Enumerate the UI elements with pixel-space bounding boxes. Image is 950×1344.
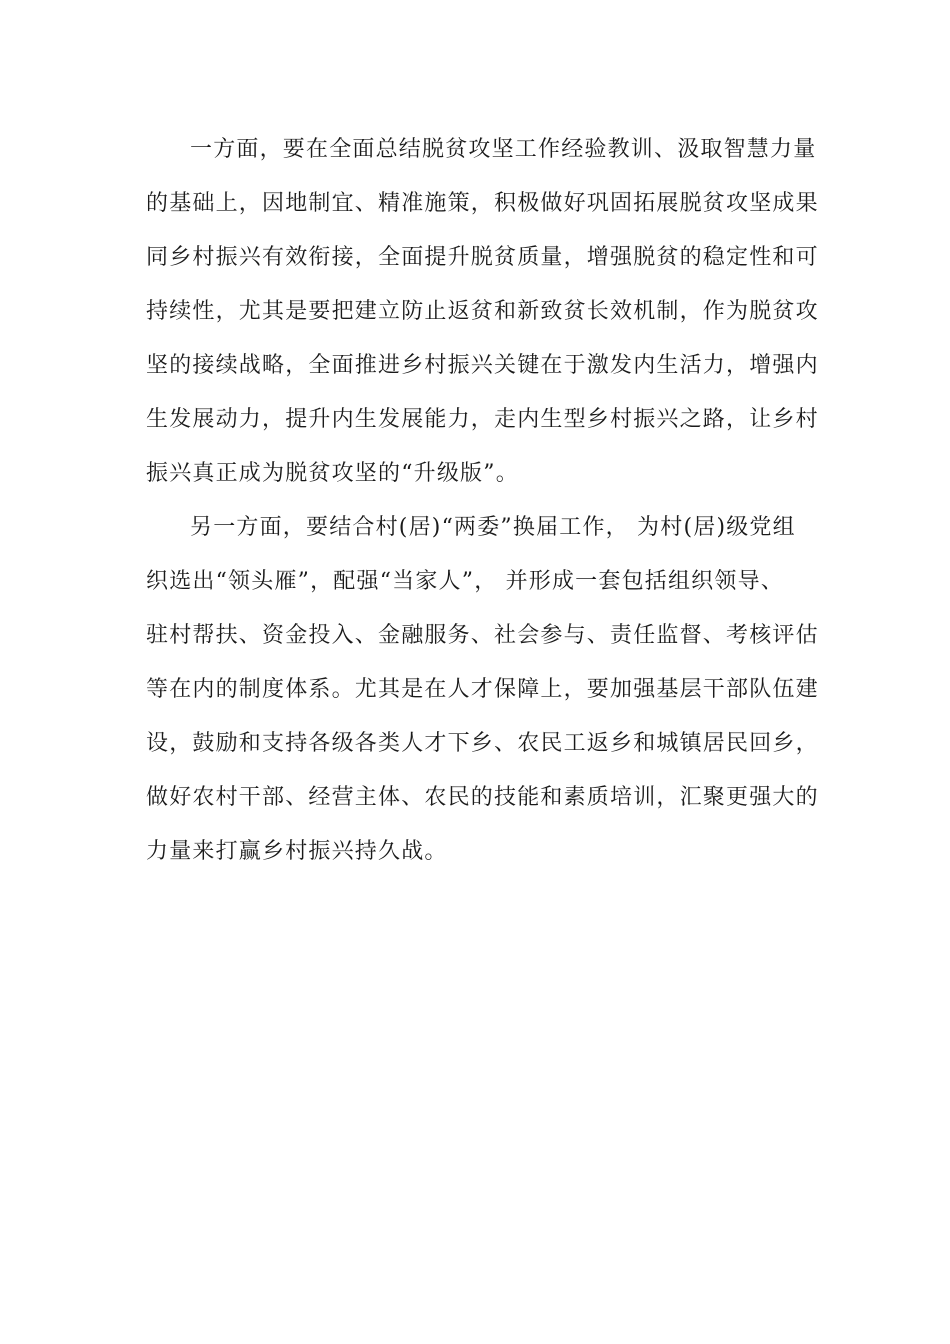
paragraph-line: 一方面，要在全面总结脱贫攻坚工作经验教训、汲取智慧力量 xyxy=(190,137,817,162)
paragraph-line: 持续性，尤其是要把建立防止返贫和新致贫长效机制，作为脱贫攻 xyxy=(146,299,819,324)
paragraph-line: 驻村帮扶、资金投入、金融服务、社会参与、责任监督、考核评估 xyxy=(146,623,819,648)
paragraph-line: 另一方面，要结合村(居)“两委”换届工作， 为村(居)级党组 xyxy=(190,515,796,540)
document-body xyxy=(146,128,819,884)
paragraph-line: 织选出“领头雁”，配强“当家人”， 并形成一套包括组织领导、 xyxy=(146,569,784,594)
paragraph-line: 同乡村振兴有效衔接，全面提升脱贫质量，增强脱贫的稳定性和可 xyxy=(146,245,819,270)
paragraph-line: 做好农村干部、经营主体、农民的技能和素质培训，汇聚更强大的 xyxy=(146,785,819,810)
paragraph-2 xyxy=(146,506,819,884)
paragraph-line: 等在内的制度体系。尤其是在人才保障上，要加强基层干部队伍建 xyxy=(146,677,819,702)
paragraph-1 xyxy=(146,128,819,506)
paragraph-line: 生发展动力，提升内生发展能力，走内生型乡村振兴之路，让乡村 xyxy=(146,407,819,432)
paragraph-line: 坚的接续战略，全面推进乡村振兴关键在于激发内生活力，增强内 xyxy=(146,353,819,378)
paragraph-line: 的基础上，因地制宜、精准施策，积极做好巩固拓展脱贫攻坚成果 xyxy=(146,191,819,216)
paragraph-line: 振兴真正成为脱贫攻坚的“升级版”。 xyxy=(146,461,519,486)
paragraph-line: 力量来打赢乡村振兴持久战。 xyxy=(146,839,448,864)
paragraph-line: 设，鼓励和支持各级各类人才下乡、农民工返乡和城镇居民回乡， xyxy=(146,731,819,756)
